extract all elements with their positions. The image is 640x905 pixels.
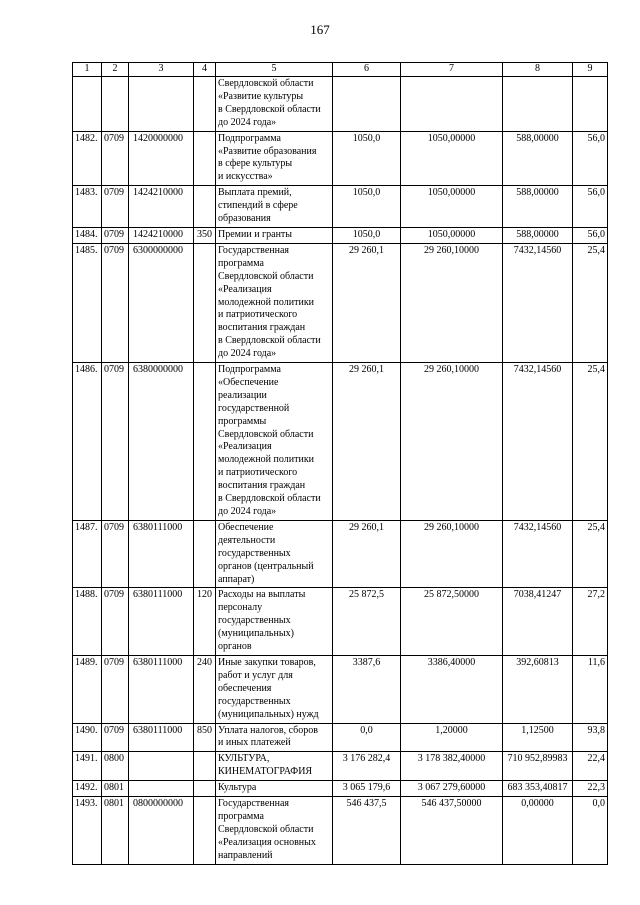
percent-cell: 25,4 <box>573 520 608 588</box>
table-body <box>73 63 608 865</box>
percent-cell: 22,4 <box>573 752 608 781</box>
percent-cell: 93,8 <box>573 723 608 752</box>
section-code-cell: 0709 <box>102 131 129 186</box>
approved-value-cell: 546 437,50000 <box>401 797 503 865</box>
section-code-cell: 0801 <box>102 797 129 865</box>
plan-value-cell: 3 065 179,6 <box>333 781 401 797</box>
table-row <box>73 363 608 521</box>
row-number-cell: 1486. <box>73 363 102 521</box>
column-number: 7 <box>401 63 503 77</box>
column-number-row <box>73 63 608 77</box>
table-row <box>73 227 608 243</box>
expense-type-cell <box>194 77 216 132</box>
percent-cell: 25,4 <box>573 243 608 362</box>
plan-value-cell: 29 260,1 <box>333 243 401 362</box>
row-number-cell: 1489. <box>73 655 102 723</box>
executed-value-cell: 588,00000 <box>503 227 573 243</box>
expense-type-cell: 850 <box>194 723 216 752</box>
target-article-cell: 6300000000 <box>129 243 194 362</box>
executed-value-cell: 710 952,89983 <box>503 752 573 781</box>
expense-type-cell <box>194 131 216 186</box>
expense-type-cell <box>194 186 216 228</box>
percent-cell: 11,6 <box>573 655 608 723</box>
expense-name-cell: Подпрограмма «Обеспечение реализации государственной программы Свердловской области «Реализация молодежной политики и патриотического воспитания граждан в Свердловской области до 2024 года» <box>216 363 333 521</box>
plan-value-cell: 1050,0 <box>333 186 401 228</box>
executed-value-cell: 392,60813 <box>503 655 573 723</box>
expense-name-cell: Обеспечение деятельности государственных органов (центральный аппарат) <box>216 520 333 588</box>
approved-value-cell: 29 260,10000 <box>401 520 503 588</box>
row-number-cell: 1491. <box>73 752 102 781</box>
table-row <box>73 723 608 752</box>
target-article-cell: 6380111000 <box>129 520 194 588</box>
row-number-cell: 1483. <box>73 186 102 228</box>
row-number-cell: 1484. <box>73 227 102 243</box>
plan-value-cell: 546 437,5 <box>333 797 401 865</box>
row-number-cell: 1487. <box>73 520 102 588</box>
row-number-cell: 1493. <box>73 797 102 865</box>
executed-value-cell: 7432,14560 <box>503 243 573 362</box>
target-article-cell: 6380000000 <box>129 363 194 521</box>
section-code-cell: 0709 <box>102 363 129 521</box>
row-number-cell: 1485. <box>73 243 102 362</box>
expense-type-cell <box>194 781 216 797</box>
percent-cell: 27,2 <box>573 588 608 656</box>
continuation-name-cell: Свердловской области «Развитие культуры в Свердловской области до 2024 года» <box>216 77 333 132</box>
budget-table <box>72 62 608 865</box>
target-article-cell: 6380111000 <box>129 588 194 656</box>
percent-cell: 0,0 <box>573 797 608 865</box>
section-code-cell: 0709 <box>102 243 129 362</box>
table-row <box>73 781 608 797</box>
target-article-cell: 6380111000 <box>129 723 194 752</box>
plan-value-cell: 3 176 282,4 <box>333 752 401 781</box>
row-number-cell: 1488. <box>73 588 102 656</box>
executed-value-cell: 7038,41247 <box>503 588 573 656</box>
column-number: 3 <box>129 63 194 77</box>
table-row <box>73 797 608 865</box>
percent-cell: 25,4 <box>573 363 608 521</box>
expense-name-cell: Государственная программа Свердловской области «Реализация молодежной политики и патриотического воспитания граждан в Свердловской области до 2024 года» <box>216 243 333 362</box>
target-article-cell <box>129 781 194 797</box>
expense-type-cell <box>194 243 216 362</box>
section-code-cell: 0800 <box>102 752 129 781</box>
continuation-row <box>73 77 608 132</box>
executed-value-cell: 683 353,40817 <box>503 781 573 797</box>
plan-value-cell: 29 260,1 <box>333 363 401 521</box>
approved-value-cell: 3386,40000 <box>401 655 503 723</box>
column-number: 9 <box>573 63 608 77</box>
row-number-cell <box>73 77 102 132</box>
column-number: 4 <box>194 63 216 77</box>
target-article-cell: 1424210000 <box>129 227 194 243</box>
column-number: 2 <box>102 63 129 77</box>
executed-value-cell: 588,00000 <box>503 186 573 228</box>
column-number: 1 <box>73 63 102 77</box>
approved-value-cell: 29 260,10000 <box>401 363 503 521</box>
percent-cell: 22,3 <box>573 781 608 797</box>
plan-value-cell: 3387,6 <box>333 655 401 723</box>
column-number: 5 <box>216 63 333 77</box>
expense-type-cell <box>194 520 216 588</box>
section-code-cell: 0709 <box>102 227 129 243</box>
expense-type-cell: 120 <box>194 588 216 656</box>
expense-name-cell: Культура <box>216 781 333 797</box>
executed-value-cell: 7432,14560 <box>503 520 573 588</box>
approved-value-cell: 3 178 382,40000 <box>401 752 503 781</box>
table-row <box>73 520 608 588</box>
target-article-cell: 0800000000 <box>129 797 194 865</box>
approved-cell <box>401 77 503 132</box>
plan-value-cell: 1050,0 <box>333 227 401 243</box>
section-code-cell: 0801 <box>102 781 129 797</box>
table-row <box>73 752 608 781</box>
expense-type-cell <box>194 752 216 781</box>
table-row <box>73 131 608 186</box>
approved-value-cell: 29 260,10000 <box>401 243 503 362</box>
plan-value-cell: 29 260,1 <box>333 520 401 588</box>
table-row <box>73 655 608 723</box>
expense-name-cell: Подпрограмма «Развитие образования в сфере культуры и искусства» <box>216 131 333 186</box>
expense-name-cell: Расходы на выплаты персоналу государственных (муниципальных) органов <box>216 588 333 656</box>
section-code-cell: 0709 <box>102 186 129 228</box>
section-code-cell: 0709 <box>102 723 129 752</box>
percent-cell: 56,0 <box>573 186 608 228</box>
approved-value-cell: 1050,00000 <box>401 227 503 243</box>
section-code-cell: 0709 <box>102 588 129 656</box>
expense-name-cell: Государственная программа Свердловской области «Реализация основных направлений <box>216 797 333 865</box>
executed-value-cell: 7432,14560 <box>503 363 573 521</box>
expense-type-cell: 350 <box>194 227 216 243</box>
page-number: 167 <box>310 22 330 37</box>
expense-type-cell <box>194 797 216 865</box>
target-article-cell <box>129 752 194 781</box>
expense-name-cell: Выплата премий, стипендий в сфере образования <box>216 186 333 228</box>
section-code-cell: 0709 <box>102 655 129 723</box>
approved-value-cell: 1,20000 <box>401 723 503 752</box>
approved-value-cell: 1050,00000 <box>401 186 503 228</box>
percent-cell: 56,0 <box>573 227 608 243</box>
section-cell <box>102 77 129 132</box>
expense-name-cell: Премии и гранты <box>216 227 333 243</box>
executed-value-cell: 0,00000 <box>503 797 573 865</box>
row-number-cell: 1482. <box>73 131 102 186</box>
executed-value-cell: 588,00000 <box>503 131 573 186</box>
target-article-cell: 1420000000 <box>129 131 194 186</box>
executed-value-cell: 1,12500 <box>503 723 573 752</box>
percent-cell <box>573 77 608 132</box>
expense-name-cell: КУЛЬТУРА, КИНЕМАТОГРАФИЯ <box>216 752 333 781</box>
plan-value-cell: 0,0 <box>333 723 401 752</box>
plan-value-cell: 1050,0 <box>333 131 401 186</box>
target-article-cell <box>129 77 194 132</box>
table-row <box>73 588 608 656</box>
expense-type-cell: 240 <box>194 655 216 723</box>
expense-type-cell <box>194 363 216 521</box>
table-row <box>73 186 608 228</box>
row-number-cell: 1492. <box>73 781 102 797</box>
plan-cell <box>333 77 401 132</box>
column-number: 8 <box>503 63 573 77</box>
expense-name-cell: Уплата налогов, сборов и иных платежей <box>216 723 333 752</box>
table-row <box>73 243 608 362</box>
expense-name-cell: Иные закупки товаров, работ и услуг для обеспечения государственных (муниципальных) нужд <box>216 655 333 723</box>
row-number-cell: 1490. <box>73 723 102 752</box>
approved-value-cell: 3 067 279,60000 <box>401 781 503 797</box>
executed-cell <box>503 77 573 132</box>
plan-value-cell: 25 872,5 <box>333 588 401 656</box>
target-article-cell: 6380111000 <box>129 655 194 723</box>
column-number: 6 <box>333 63 401 77</box>
approved-value-cell: 1050,00000 <box>401 131 503 186</box>
percent-cell: 56,0 <box>573 131 608 186</box>
target-article-cell: 1424210000 <box>129 186 194 228</box>
section-code-cell: 0709 <box>102 520 129 588</box>
approved-value-cell: 25 872,50000 <box>401 588 503 656</box>
